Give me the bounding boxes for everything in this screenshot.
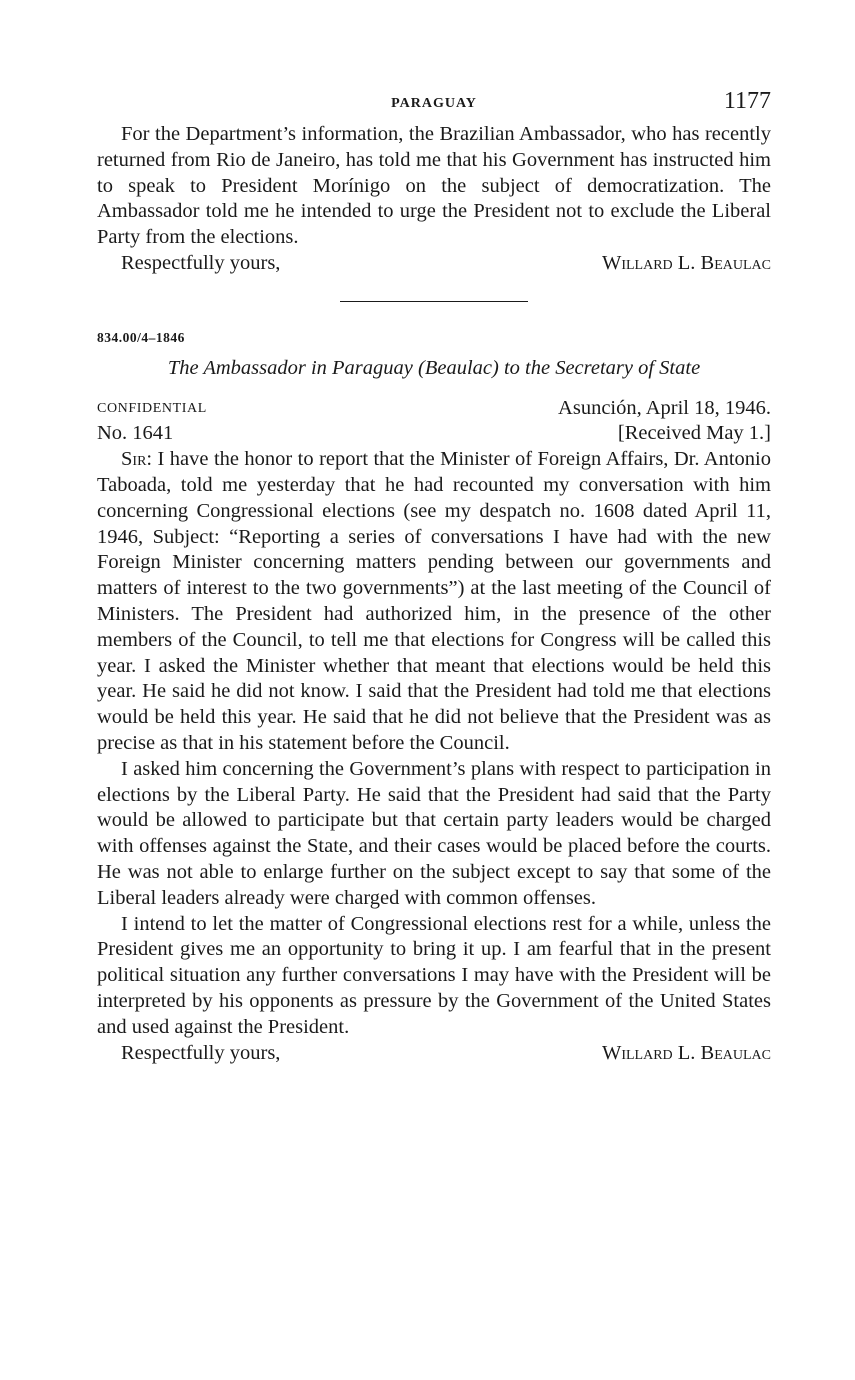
section-divider <box>340 301 528 302</box>
classification-date-row <box>97 396 771 422</box>
despatch-number: No. 1641 <box>97 422 174 445</box>
previous-letter-signature: Willard L. Beaulac <box>601 251 771 274</box>
place-date: Asunción, April 18, 1946. <box>558 396 771 419</box>
running-header <box>97 88 771 122</box>
file-number: 834.00/4–1846 <box>97 329 185 345</box>
body-paragraph-1 <box>97 447 771 757</box>
body-paragraph-2: I asked him concerning the Government’s plans with respect to participation in elections by the Liberal Party. He said that the President had said that the Party would be allowed to participate but that certain party leaders would be charged with offenses against the State, and their cases would be placed before the courts. He was not able to enlarge further on the subject except to say that some of the Liberal leaders already were charged with common offenses. <box>97 757 771 909</box>
previous-letter-paragraph: For the Department’s information, the Brazilian Ambassador, who has recently returned from Rio de Janeiro, has told me that his Government has instructed him to speak to President Morínigo on the subject of democratization. The Ambassador told me he intended to urge the President not to exclude the Liberal Party from the elections. <box>97 123 771 249</box>
previous-letter-signoff <box>97 251 771 277</box>
body-paragraph-1-text: : I have the honor to report that the Minister of Foreign Affairs, Dr. Antonio Taboada, told me yesterday that he had recounted my conversation with him concerning Congressional elections (see my despatch no. 1608 dated April 11, 1946, Subject: “Reporting a series of conversations I have had with the new Foreign Minister concerning matters pending between our governments and matters of interest to the two governments”) at the last meeting of the Council of Ministers. The President had authorized him, in the presence of the other members of the Council, to tell me that elections for Congress will be called this year. I asked the Minister whether that meant that elections would be held this year. He said he did not know. I said that the President had told me that elections would be held this year. He said that he did not believe that the President was as precise as that in his statement before the Council. <box>97 448 771 754</box>
classification-label: CONFIDENTIAL <box>97 400 207 416</box>
body-paragraph-3: I intend to let the matter of Congressional elections rest for a while, unless the President gives me an opportunity to bring it up. I am fearful that in the present political situation any further conversations I may have with the President will be interpreted by his opponents as pressure by the Government of the United States and used against the President. <box>97 912 771 1038</box>
letter-signoff <box>97 1041 771 1067</box>
page-number: 1177 <box>723 88 771 114</box>
number-received-row <box>97 421 771 447</box>
running-title: PARAGUAY <box>391 96 477 111</box>
letter-signature: Willard L. Beaulac <box>601 1041 771 1064</box>
salutation: Sir <box>121 448 147 471</box>
received-date: [Received May 1.] <box>617 422 771 445</box>
letter-closing: Respectfully yours, <box>121 1041 281 1064</box>
document-page <box>97 88 771 1066</box>
document-title: The Ambassador in Paraguay (Beaulac) to the Secretary of State <box>167 356 701 379</box>
previous-letter-closing: Respectfully yours, <box>121 251 281 274</box>
